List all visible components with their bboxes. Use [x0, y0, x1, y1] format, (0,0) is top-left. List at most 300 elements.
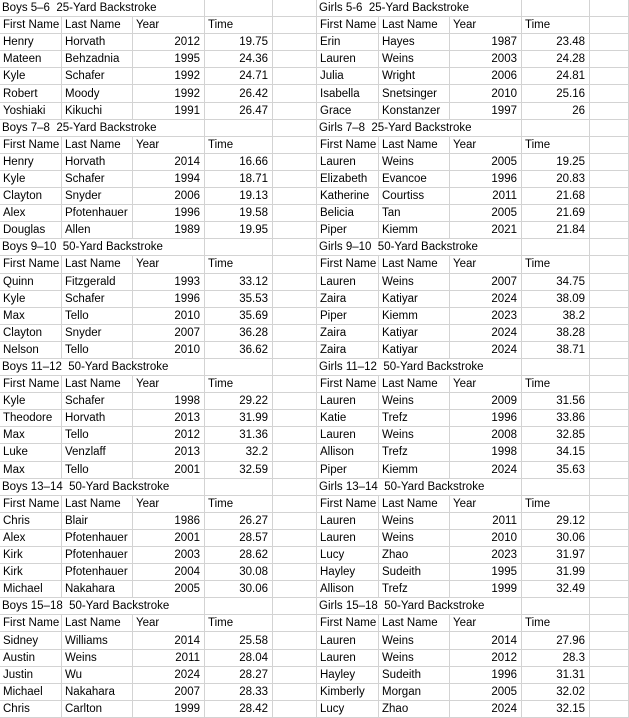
cell-year[interactable]: 1995: [450, 564, 522, 581]
cell-time[interactable]: 33.12: [205, 274, 273, 291]
cell-first-name[interactable]: Lauren: [317, 274, 379, 291]
cell-time[interactable]: 30.06: [205, 581, 273, 598]
empty-cell[interactable]: [590, 598, 629, 615]
cell-last-name[interactable]: Tello: [62, 342, 133, 359]
cell-time[interactable]: 24.81: [522, 68, 590, 85]
cell-year[interactable]: 2005: [450, 154, 522, 171]
cell-last-name[interactable]: Kiemm: [379, 462, 450, 479]
cell-last-name[interactable]: Snetsinger: [379, 85, 450, 102]
empty-cell[interactable]: [590, 103, 629, 120]
cell-time[interactable]: 31.99: [522, 564, 590, 581]
cell-first-name[interactable]: Lauren: [317, 154, 379, 171]
cell-time[interactable]: 28.42: [205, 701, 273, 718]
cell-first-name[interactable]: Piper: [317, 308, 379, 325]
column-header[interactable]: Last Name: [379, 376, 450, 393]
cell-first-name[interactable]: Isabella: [317, 85, 379, 102]
cell-first-name[interactable]: Max: [0, 462, 62, 479]
cell-last-name[interactable]: Weins: [379, 632, 450, 649]
cell-year[interactable]: 2023: [450, 547, 522, 564]
cell-time[interactable]: 26.47: [205, 103, 273, 120]
cell-first-name[interactable]: Zaira: [317, 325, 379, 342]
column-header[interactable]: Year: [450, 615, 522, 632]
empty-cell[interactable]: [522, 598, 590, 615]
column-header[interactable]: Last Name: [379, 496, 450, 513]
cell-year[interactable]: 2003: [450, 51, 522, 68]
cell-time[interactable]: 24.36: [205, 51, 273, 68]
cell-last-name[interactable]: Katiyar: [379, 342, 450, 359]
cell-year[interactable]: 2009: [450, 393, 522, 410]
empty-cell[interactable]: [590, 51, 629, 68]
cell-year[interactable]: 2013: [133, 444, 205, 461]
cell-year[interactable]: 2024: [450, 462, 522, 479]
cell-year[interactable]: 2024: [450, 701, 522, 718]
cell-last-name[interactable]: Pfotenhauer: [62, 547, 133, 564]
column-header[interactable]: Time: [205, 17, 273, 34]
empty-cell[interactable]: [590, 684, 629, 701]
empty-cell[interactable]: [273, 291, 317, 308]
cell-year[interactable]: 1996: [450, 667, 522, 684]
empty-cell[interactable]: [590, 667, 629, 684]
cell-last-name[interactable]: Pfotenhauer: [62, 205, 133, 222]
empty-cell[interactable]: [273, 462, 317, 479]
empty-cell[interactable]: [590, 547, 629, 564]
empty-cell[interactable]: [273, 479, 317, 496]
cell-time[interactable]: 29.22: [205, 393, 273, 410]
cell-year[interactable]: 1999: [133, 701, 205, 718]
column-header[interactable]: First Name: [0, 17, 62, 34]
cell-time[interactable]: 32.59: [205, 462, 273, 479]
cell-last-name[interactable]: Sudeith: [379, 667, 450, 684]
empty-cell[interactable]: [205, 120, 273, 137]
cell-first-name[interactable]: Luke: [0, 444, 62, 461]
empty-cell[interactable]: [273, 171, 317, 188]
cell-time[interactable]: 19.75: [205, 34, 273, 51]
cell-first-name[interactable]: Katherine: [317, 188, 379, 205]
cell-last-name[interactable]: Trefz: [379, 410, 450, 427]
empty-cell[interactable]: [590, 325, 629, 342]
column-header[interactable]: Time: [522, 256, 590, 273]
empty-cell[interactable]: [205, 479, 273, 496]
cell-time[interactable]: 36.28: [205, 325, 273, 342]
cell-last-name[interactable]: Pfotenhauer: [62, 564, 133, 581]
column-header[interactable]: Year: [133, 615, 205, 632]
cell-last-name[interactable]: Behzadnia: [62, 51, 133, 68]
cell-first-name[interactable]: Chris: [0, 513, 62, 530]
column-header[interactable]: First Name: [317, 376, 379, 393]
column-header[interactable]: Time: [522, 137, 590, 154]
cell-last-name[interactable]: Fitzgerald: [62, 274, 133, 291]
cell-time[interactable]: 38.28: [522, 325, 590, 342]
section-title[interactable]: Boys 15–18 50-Yard Backstroke: [0, 598, 205, 615]
empty-cell[interactable]: [273, 427, 317, 444]
column-header[interactable]: Last Name: [62, 137, 133, 154]
empty-cell[interactable]: [590, 17, 629, 34]
cell-time[interactable]: 27.96: [522, 632, 590, 649]
empty-cell[interactable]: [273, 376, 317, 393]
empty-cell[interactable]: [590, 513, 629, 530]
cell-first-name[interactable]: Kyle: [0, 68, 62, 85]
cell-last-name[interactable]: Tello: [62, 308, 133, 325]
cell-first-name[interactable]: Max: [0, 427, 62, 444]
cell-time[interactable]: 16.66: [205, 154, 273, 171]
cell-last-name[interactable]: Moody: [62, 85, 133, 102]
empty-cell[interactable]: [273, 342, 317, 359]
cell-year[interactable]: 2021: [450, 222, 522, 239]
cell-time[interactable]: 31.31: [522, 667, 590, 684]
empty-cell[interactable]: [590, 274, 629, 291]
empty-cell[interactable]: [273, 393, 317, 410]
cell-last-name[interactable]: Nakahara: [62, 684, 133, 701]
cell-year[interactable]: 2008: [450, 427, 522, 444]
column-header[interactable]: Year: [450, 496, 522, 513]
cell-last-name[interactable]: Venzlaff: [62, 444, 133, 461]
cell-last-name[interactable]: Weins: [379, 650, 450, 667]
empty-cell[interactable]: [590, 444, 629, 461]
cell-first-name[interactable]: Mateen: [0, 51, 62, 68]
cell-last-name[interactable]: Katiyar: [379, 291, 450, 308]
column-header[interactable]: Last Name: [379, 137, 450, 154]
cell-last-name[interactable]: Weins: [379, 530, 450, 547]
cell-first-name[interactable]: Elizabeth: [317, 171, 379, 188]
cell-last-name[interactable]: Pfotenhauer: [62, 530, 133, 547]
column-header[interactable]: First Name: [0, 137, 62, 154]
column-header[interactable]: Year: [450, 137, 522, 154]
empty-cell[interactable]: [590, 479, 629, 496]
empty-cell[interactable]: [590, 650, 629, 667]
cell-last-name[interactable]: Morgan: [379, 684, 450, 701]
section-title[interactable]: Boys 9–10 50-Yard Backstroke: [0, 239, 205, 256]
empty-cell[interactable]: [522, 120, 590, 137]
cell-year[interactable]: 1993: [133, 274, 205, 291]
cell-time[interactable]: 26.42: [205, 85, 273, 102]
cell-year[interactable]: 2007: [450, 274, 522, 291]
cell-first-name[interactable]: Douglas: [0, 222, 62, 239]
cell-time[interactable]: 38.71: [522, 342, 590, 359]
cell-time[interactable]: 21.68: [522, 188, 590, 205]
section-title[interactable]: Girls 11–12 50-Yard Backstroke: [317, 359, 522, 376]
empty-cell[interactable]: [590, 393, 629, 410]
cell-first-name[interactable]: Allison: [317, 581, 379, 598]
cell-time[interactable]: 32.85: [522, 427, 590, 444]
section-title[interactable]: Girls 9–10 50-Yard Backstroke: [317, 239, 522, 256]
empty-cell[interactable]: [590, 462, 629, 479]
empty-cell[interactable]: [590, 410, 629, 427]
empty-cell[interactable]: [590, 120, 629, 137]
cell-year[interactable]: 1992: [133, 85, 205, 102]
cell-first-name[interactable]: Sidney: [0, 632, 62, 649]
empty-cell[interactable]: [590, 171, 629, 188]
empty-cell[interactable]: [273, 325, 317, 342]
empty-cell[interactable]: [273, 581, 317, 598]
empty-cell[interactable]: [273, 34, 317, 51]
cell-time[interactable]: 18.71: [205, 171, 273, 188]
column-header[interactable]: Year: [450, 17, 522, 34]
cell-first-name[interactable]: Austin: [0, 650, 62, 667]
cell-time[interactable]: 34.75: [522, 274, 590, 291]
column-header[interactable]: Year: [450, 256, 522, 273]
cell-year[interactable]: 2007: [133, 325, 205, 342]
cell-last-name[interactable]: Courtiss: [379, 188, 450, 205]
cell-time[interactable]: 21.69: [522, 205, 590, 222]
cell-last-name[interactable]: Weins: [379, 274, 450, 291]
cell-last-name[interactable]: Katiyar: [379, 325, 450, 342]
empty-cell[interactable]: [273, 274, 317, 291]
section-title[interactable]: Girls 7–8 25-Yard Backstroke: [317, 120, 522, 137]
cell-first-name[interactable]: Zaira: [317, 342, 379, 359]
cell-year[interactable]: 1998: [450, 444, 522, 461]
cell-last-name[interactable]: Horvath: [62, 34, 133, 51]
cell-year[interactable]: 1995: [133, 51, 205, 68]
cell-first-name[interactable]: Lucy: [317, 701, 379, 718]
column-header[interactable]: First Name: [317, 137, 379, 154]
cell-time[interactable]: 19.13: [205, 188, 273, 205]
empty-cell[interactable]: [273, 530, 317, 547]
cell-time[interactable]: 32.02: [522, 684, 590, 701]
cell-first-name[interactable]: Alex: [0, 205, 62, 222]
empty-cell[interactable]: [273, 667, 317, 684]
column-header[interactable]: Last Name: [62, 17, 133, 34]
cell-last-name[interactable]: Sudeith: [379, 564, 450, 581]
empty-cell[interactable]: [590, 564, 629, 581]
cell-year[interactable]: 2010: [450, 530, 522, 547]
empty-cell[interactable]: [273, 222, 317, 239]
cell-last-name[interactable]: Kikuchi: [62, 103, 133, 120]
cell-time[interactable]: 32.2: [205, 444, 273, 461]
empty-cell[interactable]: [273, 564, 317, 581]
column-header[interactable]: First Name: [317, 256, 379, 273]
cell-year[interactable]: 2011: [450, 188, 522, 205]
cell-first-name[interactable]: Chris: [0, 701, 62, 718]
cell-first-name[interactable]: Kirk: [0, 547, 62, 564]
cell-first-name[interactable]: Henry: [0, 154, 62, 171]
cell-year[interactable]: 2010: [450, 85, 522, 102]
cell-first-name[interactable]: Justin: [0, 667, 62, 684]
cell-year[interactable]: 2024: [133, 667, 205, 684]
cell-first-name[interactable]: Michael: [0, 581, 62, 598]
cell-year[interactable]: 2001: [133, 462, 205, 479]
cell-last-name[interactable]: Allen: [62, 222, 133, 239]
cell-last-name[interactable]: Blair: [62, 513, 133, 530]
column-header[interactable]: First Name: [317, 17, 379, 34]
empty-cell[interactable]: [205, 0, 273, 17]
cell-time[interactable]: 28.33: [205, 684, 273, 701]
empty-cell[interactable]: [590, 239, 629, 256]
cell-year[interactable]: 1998: [133, 393, 205, 410]
cell-time[interactable]: 28.57: [205, 530, 273, 547]
column-header[interactable]: Year: [133, 256, 205, 273]
column-header[interactable]: First Name: [0, 615, 62, 632]
cell-first-name[interactable]: Hayley: [317, 564, 379, 581]
column-header[interactable]: Time: [522, 376, 590, 393]
empty-cell[interactable]: [273, 496, 317, 513]
cell-time[interactable]: 31.36: [205, 427, 273, 444]
empty-cell[interactable]: [590, 496, 629, 513]
section-title[interactable]: Girls 15–18 50-Yard Backstroke: [317, 598, 522, 615]
empty-cell[interactable]: [273, 547, 317, 564]
cell-last-name[interactable]: Trefz: [379, 444, 450, 461]
cell-last-name[interactable]: Zhao: [379, 701, 450, 718]
empty-cell[interactable]: [273, 256, 317, 273]
cell-first-name[interactable]: Julia: [317, 68, 379, 85]
empty-cell[interactable]: [590, 376, 629, 393]
empty-cell[interactable]: [273, 701, 317, 718]
cell-last-name[interactable]: Konstanzer: [379, 103, 450, 120]
column-header[interactable]: Last Name: [62, 496, 133, 513]
column-header[interactable]: First Name: [317, 496, 379, 513]
cell-first-name[interactable]: Max: [0, 308, 62, 325]
cell-last-name[interactable]: Nakahara: [62, 581, 133, 598]
cell-year[interactable]: 2014: [450, 632, 522, 649]
cell-last-name[interactable]: Tello: [62, 462, 133, 479]
cell-last-name[interactable]: Wu: [62, 667, 133, 684]
column-header[interactable]: First Name: [0, 496, 62, 513]
cell-time[interactable]: 26: [522, 103, 590, 120]
empty-cell[interactable]: [590, 34, 629, 51]
cell-last-name[interactable]: Zhao: [379, 547, 450, 564]
empty-cell[interactable]: [522, 239, 590, 256]
empty-cell[interactable]: [273, 188, 317, 205]
empty-cell[interactable]: [590, 427, 629, 444]
column-header[interactable]: Time: [522, 615, 590, 632]
section-title[interactable]: Girls 5-6 25-Yard Backstroke: [317, 0, 522, 17]
cell-first-name[interactable]: Lauren: [317, 530, 379, 547]
cell-year[interactable]: 1997: [450, 103, 522, 120]
cell-first-name[interactable]: Grace: [317, 103, 379, 120]
cell-first-name[interactable]: Zaira: [317, 291, 379, 308]
cell-first-name[interactable]: Katie: [317, 410, 379, 427]
cell-time[interactable]: 28.04: [205, 650, 273, 667]
empty-cell[interactable]: [522, 0, 590, 17]
empty-cell[interactable]: [273, 239, 317, 256]
cell-first-name[interactable]: Hayley: [317, 667, 379, 684]
cell-time[interactable]: 21.84: [522, 222, 590, 239]
empty-cell[interactable]: [273, 359, 317, 376]
empty-cell[interactable]: [273, 51, 317, 68]
column-header[interactable]: Time: [522, 496, 590, 513]
cell-first-name[interactable]: Piper: [317, 462, 379, 479]
column-header[interactable]: First Name: [0, 256, 62, 273]
cell-time[interactable]: 30.06: [522, 530, 590, 547]
cell-first-name[interactable]: Kimberly: [317, 684, 379, 701]
cell-time[interactable]: 25.58: [205, 632, 273, 649]
cell-first-name[interactable]: Lauren: [317, 427, 379, 444]
cell-year[interactable]: 2012: [133, 427, 205, 444]
cell-first-name[interactable]: Kyle: [0, 171, 62, 188]
empty-cell[interactable]: [273, 137, 317, 154]
cell-year[interactable]: 2014: [133, 632, 205, 649]
empty-cell[interactable]: [273, 615, 317, 632]
cell-first-name[interactable]: Alex: [0, 530, 62, 547]
empty-cell[interactable]: [590, 154, 629, 171]
cell-last-name[interactable]: Williams: [62, 632, 133, 649]
cell-first-name[interactable]: Kyle: [0, 393, 62, 410]
column-header[interactable]: Time: [205, 615, 273, 632]
cell-last-name[interactable]: Snyder: [62, 188, 133, 205]
cell-time[interactable]: 19.25: [522, 154, 590, 171]
cell-year[interactable]: 2005: [133, 581, 205, 598]
empty-cell[interactable]: [205, 359, 273, 376]
cell-first-name[interactable]: Erin: [317, 34, 379, 51]
empty-cell[interactable]: [590, 188, 629, 205]
cell-last-name[interactable]: Wright: [379, 68, 450, 85]
cell-time[interactable]: 25.16: [522, 85, 590, 102]
section-title[interactable]: Boys 11–12 50-Yard Backstroke: [0, 359, 205, 376]
empty-cell[interactable]: [273, 650, 317, 667]
empty-cell[interactable]: [590, 222, 629, 239]
cell-year[interactable]: 1996: [450, 410, 522, 427]
cell-year[interactable]: 2003: [133, 547, 205, 564]
cell-time[interactable]: 35.63: [522, 462, 590, 479]
empty-cell[interactable]: [273, 68, 317, 85]
cell-last-name[interactable]: Horvath: [62, 154, 133, 171]
column-header[interactable]: Time: [205, 137, 273, 154]
cell-first-name[interactable]: Lucy: [317, 547, 379, 564]
cell-time[interactable]: 31.99: [205, 410, 273, 427]
cell-year[interactable]: 2005: [450, 684, 522, 701]
cell-year[interactable]: 2010: [133, 342, 205, 359]
empty-cell[interactable]: [273, 205, 317, 222]
cell-last-name[interactable]: Evancoe: [379, 171, 450, 188]
cell-year[interactable]: 1986: [133, 513, 205, 530]
cell-first-name[interactable]: Lauren: [317, 513, 379, 530]
cell-time[interactable]: 32.49: [522, 581, 590, 598]
cell-year[interactable]: 2024: [450, 325, 522, 342]
column-header[interactable]: Time: [205, 256, 273, 273]
cell-year[interactable]: 2007: [133, 684, 205, 701]
empty-cell[interactable]: [273, 154, 317, 171]
cell-first-name[interactable]: Piper: [317, 222, 379, 239]
cell-year[interactable]: 1989: [133, 222, 205, 239]
cell-first-name[interactable]: Michael: [0, 684, 62, 701]
empty-cell[interactable]: [273, 0, 317, 17]
cell-time[interactable]: 24.71: [205, 68, 273, 85]
cell-year[interactable]: 2024: [450, 291, 522, 308]
cell-year[interactable]: 1991: [133, 103, 205, 120]
cell-year[interactable]: 2006: [133, 188, 205, 205]
empty-cell[interactable]: [205, 598, 273, 615]
cell-year[interactable]: 2004: [133, 564, 205, 581]
section-title[interactable]: Girls 13–14 50-Yard Backstroke: [317, 479, 522, 496]
empty-cell[interactable]: [590, 308, 629, 325]
cell-last-name[interactable]: Tan: [379, 205, 450, 222]
cell-time[interactable]: 28.3: [522, 650, 590, 667]
cell-year[interactable]: 2006: [450, 68, 522, 85]
column-header[interactable]: Last Name: [62, 256, 133, 273]
cell-time[interactable]: 29.12: [522, 513, 590, 530]
cell-time[interactable]: 28.62: [205, 547, 273, 564]
cell-year[interactable]: 2001: [133, 530, 205, 547]
cell-year[interactable]: 1987: [450, 34, 522, 51]
cell-time[interactable]: 33.86: [522, 410, 590, 427]
cell-last-name[interactable]: Weins: [379, 427, 450, 444]
empty-cell[interactable]: [205, 239, 273, 256]
cell-last-name[interactable]: Weins: [379, 51, 450, 68]
cell-last-name[interactable]: Weins: [379, 154, 450, 171]
empty-cell[interactable]: [590, 342, 629, 359]
section-title[interactable]: Boys 13–14 50-Yard Backstroke: [0, 479, 205, 496]
cell-year[interactable]: 1996: [450, 171, 522, 188]
cell-year[interactable]: 2011: [450, 513, 522, 530]
empty-cell[interactable]: [273, 632, 317, 649]
column-header[interactable]: First Name: [317, 615, 379, 632]
empty-cell[interactable]: [273, 103, 317, 120]
cell-last-name[interactable]: Schafer: [62, 291, 133, 308]
empty-cell[interactable]: [590, 85, 629, 102]
cell-time[interactable]: 19.58: [205, 205, 273, 222]
cell-first-name[interactable]: Kirk: [0, 564, 62, 581]
column-header[interactable]: First Name: [0, 376, 62, 393]
empty-cell[interactable]: [590, 205, 629, 222]
